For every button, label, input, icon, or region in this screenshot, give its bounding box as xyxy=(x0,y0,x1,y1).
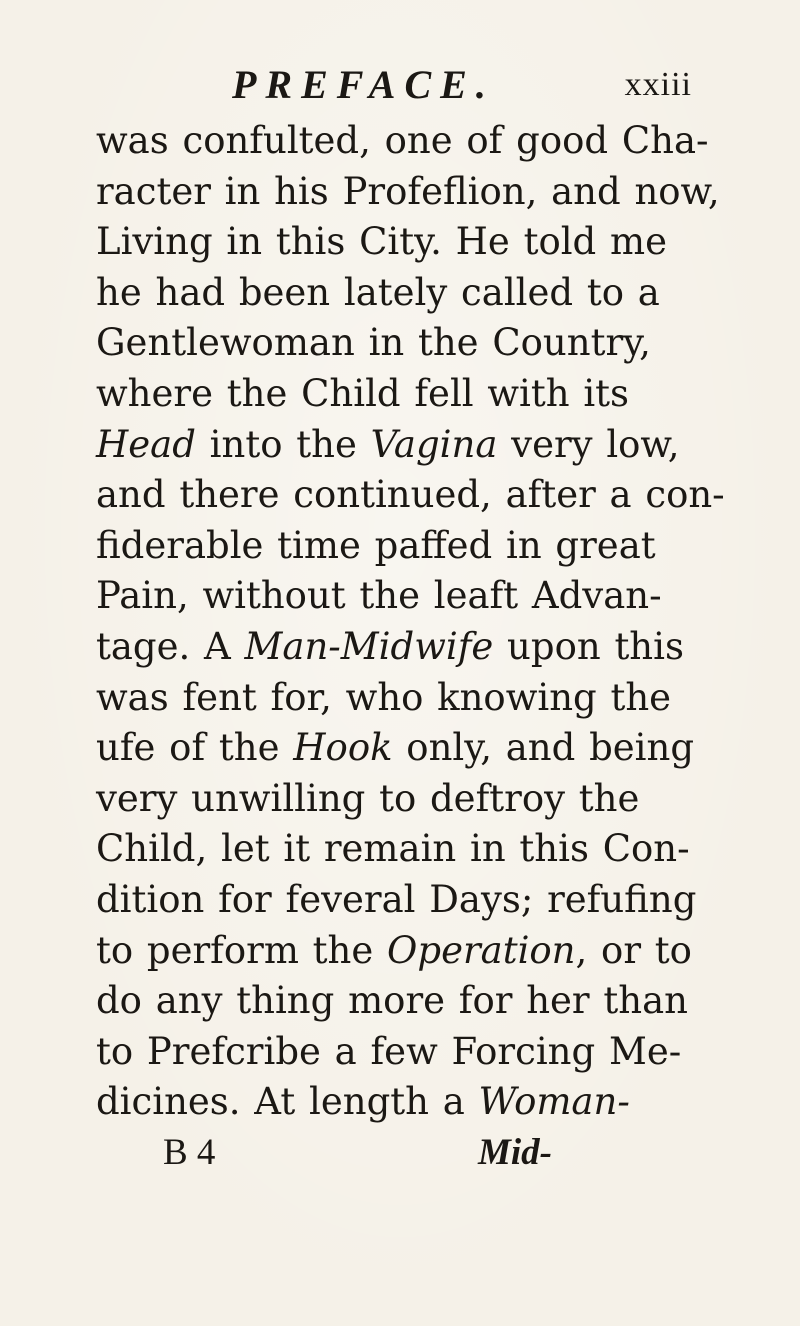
text-line xyxy=(96,673,696,724)
text-line xyxy=(96,926,696,977)
text-span: upon this xyxy=(493,624,684,668)
text-span: Pain, without the leaft Advan- xyxy=(96,574,662,618)
text-span: to perform the xyxy=(96,928,388,972)
page-header xyxy=(232,60,692,110)
text-line xyxy=(96,268,696,319)
text-span: dition for feveral Days; refufing xyxy=(96,877,697,921)
text-line xyxy=(96,1027,696,1078)
text-span: do any thing more for her than xyxy=(96,979,688,1023)
italic-span: Vagina xyxy=(370,422,498,466)
text-line xyxy=(96,217,696,268)
italic-span: Head xyxy=(96,422,196,466)
text-span: racter in his Profeflion, and now, xyxy=(96,169,720,213)
text-line xyxy=(96,369,696,420)
italic-span: Man-Midwife xyxy=(244,624,494,668)
text-span: was fent for, who knowing the xyxy=(96,675,672,719)
text-span: fiderable time paffed in great xyxy=(96,523,656,567)
text-span: to Prefcribe a few Forcing Me- xyxy=(96,1029,682,1073)
text-span: only, and being xyxy=(392,726,695,770)
text-span: very unwilling to deftroy the xyxy=(96,776,640,820)
text-span: tage. A xyxy=(96,624,245,668)
text-span: ufe of the xyxy=(96,726,294,770)
signature-mark: B 4 xyxy=(163,1131,216,1173)
text-line xyxy=(96,116,709,167)
italic-span: Operation xyxy=(387,928,576,972)
text-line xyxy=(96,318,696,369)
catchword: Mid- xyxy=(478,1131,552,1173)
text-span: he had been lately called to a xyxy=(96,270,660,314)
text-line xyxy=(96,976,696,1027)
running-title: PREFACE. xyxy=(232,62,495,107)
text-line xyxy=(96,824,696,875)
text-line xyxy=(96,723,696,774)
text-line xyxy=(96,420,696,471)
text-span: , or to xyxy=(575,928,692,972)
text-line xyxy=(96,1077,696,1128)
text-line xyxy=(96,521,696,572)
text-line xyxy=(96,167,720,218)
page-number: xxiii xyxy=(624,66,692,103)
text-span: was confulted, one of good Cha- xyxy=(96,119,709,162)
text-line xyxy=(96,622,696,673)
text-line xyxy=(96,470,725,521)
text-line xyxy=(96,571,696,622)
italic-span: Hook xyxy=(293,726,393,770)
text-span: into the xyxy=(195,422,371,466)
page-footer xyxy=(96,1128,696,1178)
text-span: Living in this City. He told me xyxy=(96,220,667,264)
body-text xyxy=(96,116,725,1178)
text-line xyxy=(96,774,696,825)
text-line xyxy=(96,875,696,926)
text-span: and there continued, after a con- xyxy=(96,473,725,517)
italic-span: Woman- xyxy=(478,1080,630,1124)
text-span: Gentlewoman in the Country, xyxy=(96,321,651,365)
text-span: Child, let it remain in this Con- xyxy=(96,827,690,871)
text-span: where the Child fell with its xyxy=(96,371,630,415)
text-span: very low, xyxy=(497,422,680,466)
text-span: dicines. At length a xyxy=(96,1080,479,1124)
